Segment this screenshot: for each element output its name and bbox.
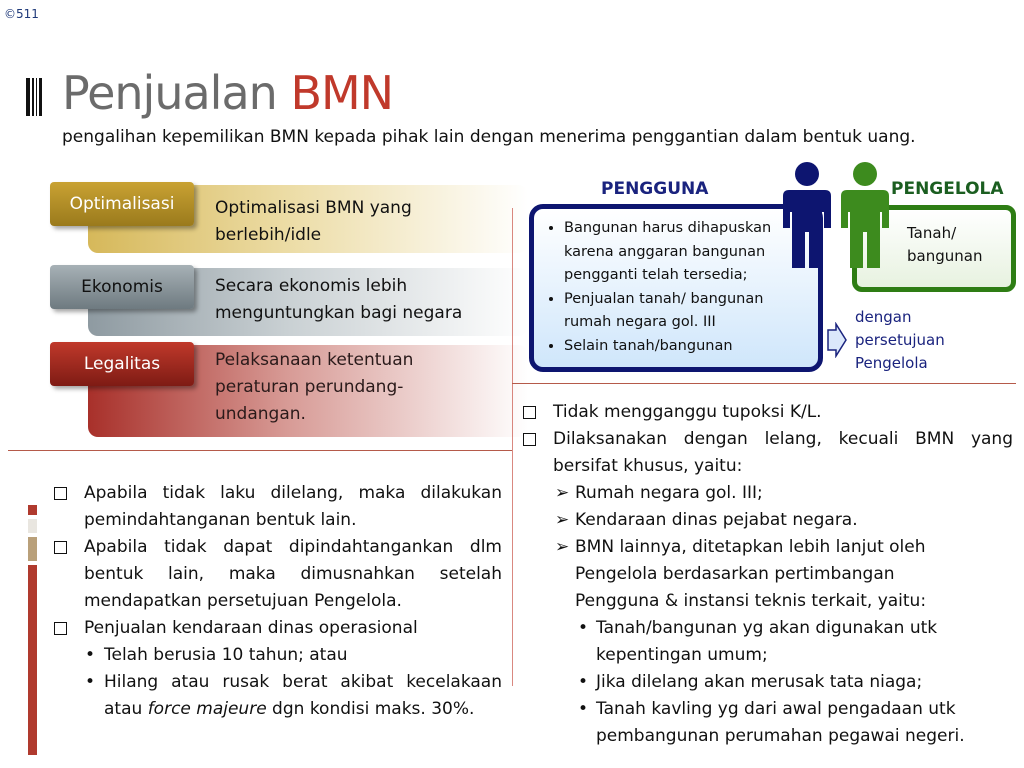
vertical-divider <box>512 208 513 686</box>
sub-item-emphasis: force majeure <box>147 699 267 719</box>
page-title <box>62 66 393 120</box>
sub-list-item <box>54 669 502 723</box>
checkbox-bullet-icon <box>523 406 536 419</box>
optimalisasi-tag: Optimalisasi <box>50 182 194 226</box>
arrow-bullet-icon: ➢ <box>555 537 570 557</box>
sub-item-text: Tanah/bangunan yg akan digunakan utk kepentingan umum; <box>596 618 938 665</box>
checkbox-bullet-icon <box>54 541 67 554</box>
bullet-dot-icon: • <box>85 672 96 692</box>
arrow-item-text: BMN lainnya, ditetapkan lebih lanjut oleh Pengelola berdasarkan pertimbangan Pengguna & instansi teknis terkait, yaitu: <box>575 537 927 611</box>
list-item-text: Dilaksanakan dengan lelang, kecuali BMN yang bersifat khusus, yaitu: <box>553 429 1013 476</box>
left-list <box>54 480 502 723</box>
checkbox-bullet-icon <box>54 622 67 635</box>
pengguna-person-icon <box>778 160 836 270</box>
bullet-dot-icon: • <box>578 699 589 719</box>
arrow-right-icon <box>826 322 848 358</box>
bullet-dot-icon: • <box>578 618 589 638</box>
arrow-list-item <box>523 507 1013 534</box>
pengelola-person-icon <box>836 160 894 270</box>
arrow-bullet-icon: ➢ <box>555 483 570 503</box>
checkbox-bullet-icon <box>54 487 67 500</box>
title-part2: BMN <box>290 66 394 120</box>
sub-list-item <box>54 642 502 669</box>
ekonomis-text: Secara ekonomis lebih menguntungkan bagi negara <box>215 276 463 323</box>
list-item-text: Tidak mengganggu tupoksi K/L. <box>553 402 822 422</box>
ekonomis-tag: Ekonomis <box>50 265 194 309</box>
sub-item-text: Hilang atau rusak berat akibat kecelakaan atau <box>104 672 502 719</box>
list-item <box>54 534 502 615</box>
sub-item-text: Tanah kavling yg dari awal pengadaan utk pembangunan perumahan pegawai negeri. <box>596 699 965 746</box>
sub-item-text: Jika dilelang akan merusak tata niaga; <box>596 672 923 692</box>
horizontal-divider-right <box>512 383 1016 384</box>
arrow-list-item <box>523 480 1013 507</box>
list-item-text: Penjualan kendaraan dinas operasional <box>84 618 418 638</box>
copyright-label: ©511 <box>4 7 39 21</box>
horizontal-divider-left <box>8 450 512 451</box>
bullet-dot-icon: • <box>578 672 589 692</box>
bullet-dot-icon: • <box>85 645 96 665</box>
list-item-text: Apabila tidak laku dilelang, maka dilakukan pemindahtanganan bentuk lain. <box>84 483 502 530</box>
sub-item-text: Telah berusia 10 tahun; atau <box>104 645 348 665</box>
arrow-list-item <box>523 534 1013 615</box>
list-item <box>523 426 1013 480</box>
sub-item-text: dgn kondisi maks. 30%. <box>266 699 475 719</box>
sub-list-item <box>523 696 1013 750</box>
arrow-bullet-icon: ➢ <box>555 510 570 530</box>
pengguna-item: • Selain tanah/bangunan <box>564 335 810 359</box>
checkbox-bullet-icon <box>523 433 536 446</box>
optimalisasi-text: Optimalisasi BMN yang berlebih/idle <box>215 198 412 245</box>
sub-list-item <box>523 615 1013 669</box>
pengguna-item: • Penjualan tanah/ bangunan rumah negara gol. III <box>564 288 810 335</box>
arrow-item-text: Kendaraan dinas pejabat negara. <box>575 510 858 530</box>
arrow-item-text: Rumah negara gol. III; <box>575 483 763 503</box>
pengguna-list <box>534 209 818 358</box>
pengguna-item: • Bangunan harus dihapuskan karena anggaran bangunan pengganti telah tersedia; <box>564 217 810 288</box>
legalitas-text: Pelaksanaan ketentuan peraturan perundang-undangan. <box>215 350 414 424</box>
list-item <box>54 480 502 534</box>
side-decoration-strip <box>28 505 37 755</box>
sub-list-item <box>523 669 1013 696</box>
page-subtitle: pengalihan kepemilikan BMN kepada pihak lain dengan menerima penggantian dalam bentuk uang. <box>62 127 916 147</box>
list-item <box>523 399 1013 426</box>
pengelola-box-text: Tanah/ bangunan <box>907 224 983 265</box>
approval-note: dengan persetujuan Pengelola <box>855 308 945 372</box>
title-decoration <box>26 78 42 116</box>
list-item-text: Apabila tidak dapat dipindahtangankan dlm bentuk lain, maka dimusnahkan setelah mendapatkan persetujuan Pengelola. <box>84 537 502 611</box>
title-part1: Penjualan <box>62 66 277 120</box>
legalitas-tag: Legalitas <box>50 342 194 386</box>
right-list <box>523 399 1013 750</box>
pengelola-title: PENGELOLA <box>891 179 1004 199</box>
pengguna-title: PENGGUNA <box>601 179 709 199</box>
list-item <box>54 615 502 642</box>
